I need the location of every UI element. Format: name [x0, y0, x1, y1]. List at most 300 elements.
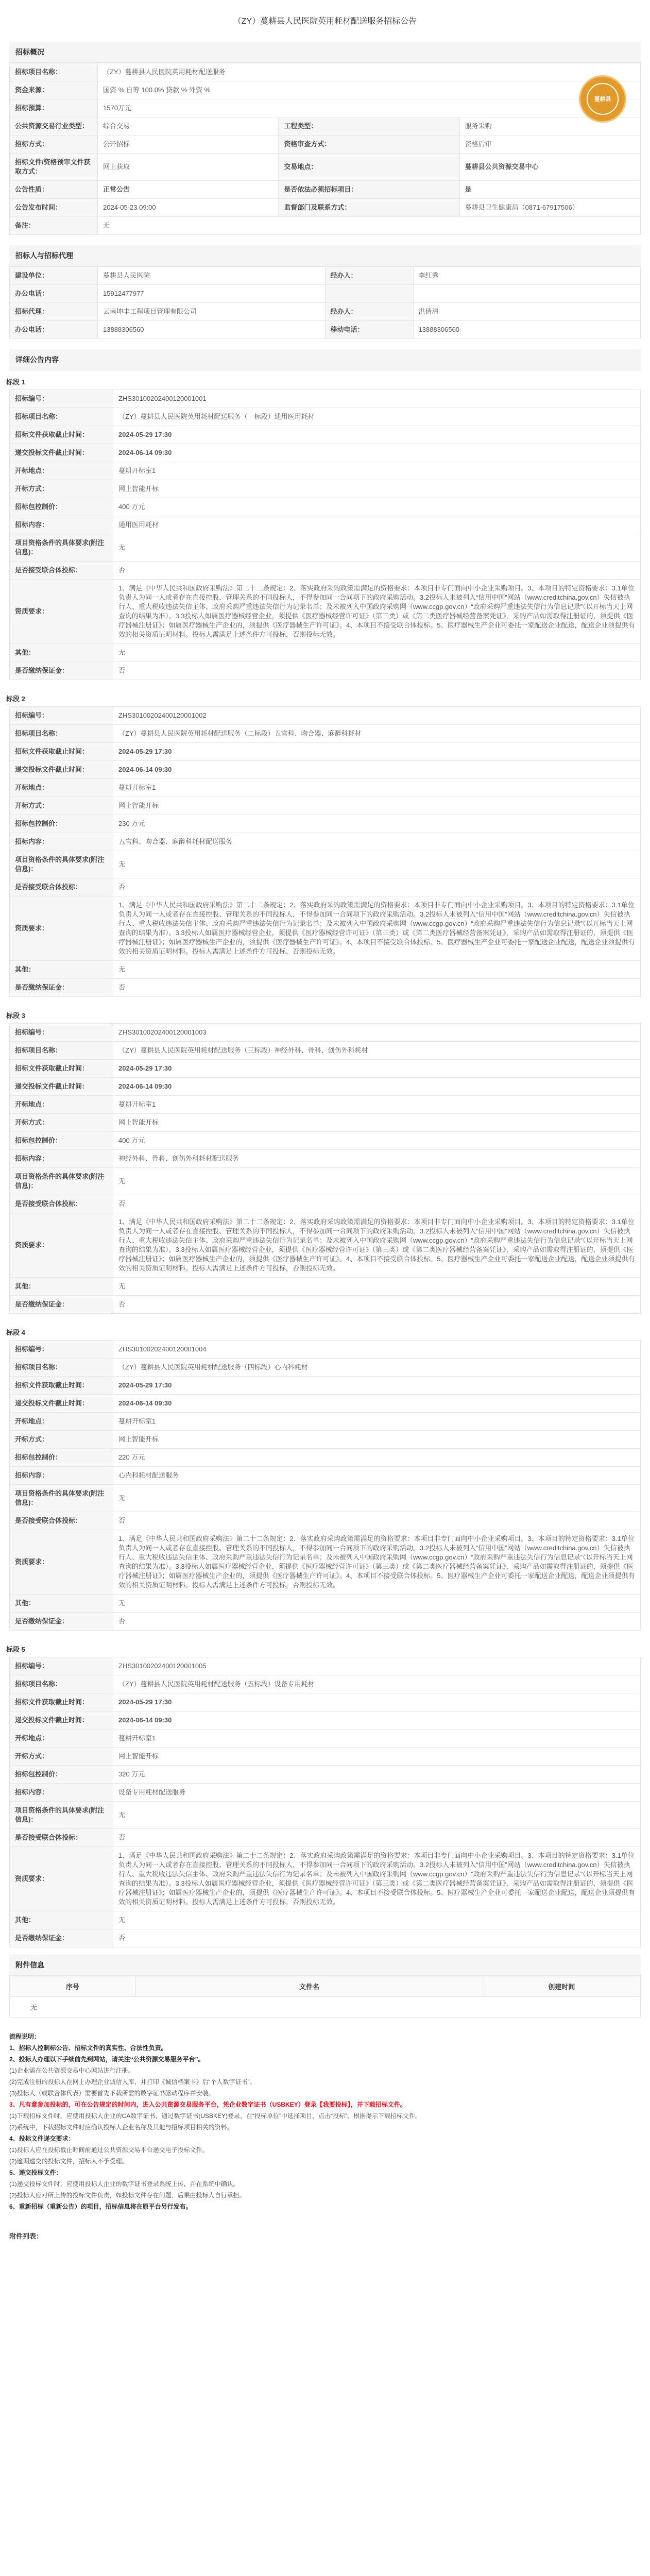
lot-key-name: 招标项目名称：	[10, 725, 113, 743]
lot-value-budget: 400 万元	[113, 498, 641, 516]
lot-key-bond: 是否缴纳保证金：	[10, 1929, 113, 1947]
agent-value: 13888306560	[413, 321, 641, 339]
lots-container	[0, 370, 650, 1947]
agent-section	[0, 245, 650, 339]
note-line: (1)企业需在公共资源交易中心网站进行注册。	[9, 2067, 134, 2074]
overview-table-wrap	[9, 63, 641, 235]
lot-row	[10, 1359, 641, 1377]
overview-key: 交易地点：	[279, 154, 459, 181]
agent-key: 经办人：	[325, 267, 413, 285]
lot-value-name: （ZY）蔓耕县人民医院英用耗材配送服务（四标段）心内科耗材	[113, 1359, 641, 1377]
lot-row	[10, 1168, 641, 1195]
note-line: 2、投标人办理以下手续前先到网站，请关注“公共资源交易服务平台”。	[9, 2056, 204, 2063]
lot-value-deadline: 2024-05-29 17:30	[113, 743, 641, 761]
lot-key-deadline: 招标文件获取截止时间：	[10, 1693, 113, 1711]
lot-row	[10, 644, 641, 662]
attach-files-label: 附件列表：	[9, 2232, 43, 2240]
lot-value-name: （ZY）蔓耕县人民医院英用耗材配送服务（三标段）神经外科、骨科、创伤外科耗材	[113, 1042, 641, 1060]
lot-row	[10, 1060, 641, 1078]
lot-row	[10, 480, 641, 498]
lot-row	[10, 498, 641, 516]
overview-key: 招标文件/资格预审文件获取方式：	[10, 154, 98, 181]
lot-key-qual: 资质要求：	[10, 580, 113, 644]
lot-table	[9, 706, 641, 997]
lot-row	[10, 580, 641, 644]
lot-row	[10, 1278, 641, 1296]
lot-key-name: 招标项目名称：	[10, 1042, 113, 1060]
lot-row	[10, 878, 641, 896]
agent-row	[10, 285, 641, 303]
lot-row	[10, 1748, 641, 1766]
lot-table	[9, 1657, 641, 1947]
lot-value-number: ZHS30100202400120001001	[113, 390, 641, 408]
agent-key: 办公电话：	[10, 285, 98, 303]
lot-value-bond: 否	[113, 979, 641, 997]
lot-value-qual: 1、满足《中华人民共和国政府采购法》第二十二条规定：2、落实政府采购政策需满足的资格要求：本项目非专门面向中小企业采购项目。3、本项目的特定资格要求：3.1单位负责人为同一人或者存在直接控股、管理关系的不同投标人，不得参加同一合同项下的政府采购活动。3.2投标人未被列入“信用中国”网站（www.creditchina.gov.cn）失信被执行人、重大税收违法失信主体、政府采购严重违法失信行为记录名单；及未被列入中国政府采购网（www.ccgp.gov.cn）“政府采购严重违法失信行为信息记录”（以开标当天上网查询的结果为准）。3.3投标人如属医疗器械经营企业，须提供《医疗器械经营许可证》（第三类）或《第二类医疗器械经营备案凭证》，采购产品如需取得注册证的，须提供《医疗器械注册证》；如属医疗器械生产企业的，须提供《医疗器械生产许可证》。4、本项目不接受联合体投标。5、医疗器械生产企业可委托一家配送企业配送，配送企业须提供有效的相关资质证明材料。投标人需满足上述条件方可投标，否则投标无效。	[113, 896, 641, 961]
overview-row	[10, 199, 641, 217]
lot-key-open: 递交投标文件截止时间：	[10, 1078, 113, 1096]
overview-value: 蔓耕县卫生健康局（0871-67917506）	[459, 199, 640, 217]
lot-value-qual_specific: 无	[113, 851, 641, 878]
lot-title: 标段 4	[6, 1329, 25, 1336]
lot-row	[10, 851, 641, 878]
lot-value-number: ZHS30100202400120001002	[113, 707, 641, 725]
overview-value: 蔓耕县公共资源交易中心	[459, 154, 640, 181]
lot-row	[10, 1711, 641, 1730]
lot-value-budget: 220 万元	[113, 1449, 641, 1467]
overview-heading: 招标概况	[9, 42, 641, 63]
detail-heading: 详细公告内容	[9, 349, 641, 370]
lot-value-place: 蔓耕开标室1	[113, 462, 641, 480]
lot-key-consortium: 是否接受联合体投标：	[10, 878, 113, 896]
lot-value-qual_specific: 无	[113, 1485, 641, 1512]
overview-key: 公共资源交易行业类型：	[10, 117, 98, 135]
lot-value-consortium: 否	[113, 1195, 641, 1213]
lot-value-qual_specific: 无	[113, 1168, 641, 1195]
lot-row	[10, 1693, 641, 1711]
note-line: (2)系统中，下载招标文件时应确认投标人企业名称及其他与招标项目相关的资料。	[9, 2124, 233, 2131]
lot-key-bond: 是否缴纳保证金：	[10, 1613, 113, 1631]
lot-key-consortium: 是否接受联合体投标：	[10, 562, 113, 580]
lot-key-deadline: 招标文件获取截止时间：	[10, 1377, 113, 1395]
lot-row	[10, 979, 641, 997]
notes-section	[0, 2028, 650, 2256]
lot-row	[10, 743, 641, 761]
lot-key-content: 招标内容：	[10, 833, 113, 851]
overview-value: 公开招标	[98, 135, 279, 154]
lot-key-budget: 招标包控制价：	[10, 498, 113, 516]
lot-row	[10, 725, 641, 743]
overview-key: 招标方式：	[10, 135, 98, 154]
lot-value-method: 网上智能开标	[113, 1431, 641, 1449]
agent-value: 李红秀	[413, 267, 641, 285]
overview-row	[10, 63, 641, 81]
lot-value-deadline: 2024-05-29 17:30	[113, 1060, 641, 1078]
lot-row	[10, 961, 641, 979]
attachments-col-time: 创建时间	[483, 1976, 640, 1997]
lot-key-deadline: 招标文件获取截止时间：	[10, 426, 113, 444]
lot-value-method: 网上智能开标	[113, 1114, 641, 1132]
lot-table	[9, 1023, 641, 1314]
attachments-table	[9, 1976, 641, 2018]
lot-value-budget: 320 万元	[113, 1766, 641, 1784]
lot-table-wrap	[9, 1657, 641, 1947]
lot-key-content: 招标内容：	[10, 1467, 113, 1485]
agent-key	[325, 285, 413, 303]
lot-key-other: 其他：	[10, 961, 113, 979]
lot-key-open: 递交投标文件截止时间：	[10, 1395, 113, 1413]
lot-key-place: 开标地点：	[10, 1730, 113, 1748]
lot-key-number: 招标编号：	[10, 390, 113, 408]
lot-key-consortium: 是否接受联合体投标：	[10, 1512, 113, 1530]
lot-row	[10, 1296, 641, 1314]
detail-section	[0, 349, 650, 1947]
lot-value-qual: 1、满足《中华人民共和国政府采购法》第二十二条规定：2、落实政府采购政策需满足的资格要求：本项目非专门面向中小企业采购项目。3、本项目的特定资格要求：3.1单位负责人为同一人或者存在直接控股、管理关系的不同投标人，不得参加同一合同项下的政府采购活动。3.2投标人未被列入“信用中国”网站（www.creditchina.gov.cn）失信被执行人、重大税收违法失信主体、政府采购严重违法失信行为记录名单；及未被列入中国政府采购网（www.ccgp.gov.cn）“政府采购严重违法失信行为信息记录”（以开标当天上网查询的结果为准）。3.3投标人如属医疗器械经营企业，须提供《医疗器械经营许可证》（第三类）或《第二类医疗器械经营备案凭证》，采购产品如需取得注册证的，须提供《医疗器械注册证》；如属医疗器械生产企业的，须提供《医疗器械生产许可证》。4、本项目不接受联合体投标。5、医疗器械生产企业可委托一家配送企业配送，配送企业须提供有效的相关资质证明材料。投标人需满足上述条件方可投标，否则投标无效。	[113, 580, 641, 644]
lot-row	[10, 896, 641, 961]
lot-key-qual_specific: 项目资格条件的具体要求(附注信息)：	[10, 1485, 113, 1512]
note-line: (2)完成注册的投标人在网上办理企业诚信入库，并打印《诚信档案卡》后“个人数字证书”。	[9, 2078, 256, 2086]
lot-value-budget: 230 万元	[113, 815, 641, 833]
lot-row	[10, 1377, 641, 1395]
lot-key-other: 其他：	[10, 1278, 113, 1296]
lot-value-content: 五官科、吻合器、麻醉科耗材配送服务	[113, 833, 641, 851]
overview-value: 2024-05-23 09:00	[98, 199, 279, 217]
lot-title: 标段 5	[6, 1646, 25, 1653]
lot-key-open: 递交投标文件截止时间：	[10, 1711, 113, 1730]
lot-row	[10, 1675, 641, 1693]
lot-row	[10, 1395, 641, 1413]
lot-row	[10, 662, 641, 680]
lot-row	[10, 444, 641, 462]
lot-key-method: 开标方式：	[10, 1114, 113, 1132]
note-line: (2)逾期递交的投标文件，招标人不予受理。	[9, 2158, 128, 2165]
lot-row	[10, 1530, 641, 1595]
agent-value: 15912477977	[98, 285, 326, 303]
agent-key: 办公电话：	[10, 321, 98, 339]
lot-row	[10, 1802, 641, 1829]
agent-value: 洪倩清	[413, 303, 641, 321]
agent-key: 建设单位：	[10, 267, 98, 285]
overview-row	[10, 217, 641, 235]
overview-row	[10, 117, 641, 135]
lot-value-deadline: 2024-05-29 17:30	[113, 1377, 641, 1395]
lot-value-method: 网上智能开标	[113, 797, 641, 815]
lot-value-qual: 1、满足《中华人民共和国政府采购法》第二十二条规定：2、落实政府采购政策需满足的资格要求：本项目非专门面向中小企业采购项目。3、本项目的特定资格要求：3.1单位负责人为同一人或者存在直接控股、管理关系的不同投标人，不得参加同一合同项下的政府采购活动。3.2投标人未被列入“信用中国”网站（www.creditchina.gov.cn）失信被执行人、重大税收违法失信主体、政府采购严重违法失信行为记录名单；及未被列入中国政府采购网（www.ccgp.gov.cn）“政府采购严重违法失信行为信息记录”（以开标当天上网查询的结果为准）。3.3投标人如属医疗器械经营企业，须提供《医疗器械经营许可证》（第三类）或《第二类医疗器械经营备案凭证》，采购产品如需取得注册证的，须提供《医疗器械注册证》；如属医疗器械生产企业的，须提供《医疗器械生产许可证》。4、本项目不接受联合体投标。5、医疗器械生产企业可委托一家配送企业配送，配送企业须提供有效的相关资质证明材料。投标人需满足上述条件方可投标，否则投标无效。	[113, 1213, 641, 1278]
lot-key-budget: 招标包控制价：	[10, 815, 113, 833]
attachments-section	[0, 1955, 650, 2018]
lot-value-other: 无	[113, 644, 641, 662]
lot-key-budget: 招标包控制价：	[10, 1132, 113, 1150]
lot-title: 标段 1	[6, 378, 25, 386]
lot-title: 标段 3	[6, 1012, 25, 1020]
lot-row	[10, 1766, 641, 1784]
lot-key-number: 招标编号：	[10, 1657, 113, 1675]
overview-section	[0, 42, 650, 235]
overview-value: 1570万元	[98, 99, 641, 117]
lot-key-content: 招标内容：	[10, 1784, 113, 1802]
agent-table	[9, 266, 641, 339]
lot-row	[10, 1096, 641, 1114]
lot-key-method: 开标方式：	[10, 480, 113, 498]
lot-key-open: 递交投标文件截止时间：	[10, 761, 113, 779]
seal-stamp: 蔓耕县	[579, 75, 626, 123]
agent-key: 经办人：	[325, 303, 413, 321]
lot-key-consortium: 是否接受联合体投标：	[10, 1195, 113, 1213]
lot-row	[10, 815, 641, 833]
lot-key-qual_specific: 项目资格条件的具体要求(附注信息)：	[10, 1802, 113, 1829]
lot-row	[10, 1847, 641, 1911]
lot-value-qual_specific: 无	[113, 1802, 641, 1829]
notes-heading: 流程说明：	[9, 2033, 41, 2040]
lot-table-wrap	[9, 1023, 641, 1314]
lot-value-name: （ZY）蔓耕县人民医院英用耗材配送服务（五标段）设备专用耗材	[113, 1675, 641, 1693]
lot-key-open: 递交投标文件截止时间：	[10, 444, 113, 462]
lot-key-place: 开标地点：	[10, 1096, 113, 1114]
notes-list	[9, 2042, 641, 2212]
lot-row	[10, 797, 641, 815]
attachments-col-index: 序号	[10, 1976, 136, 1997]
lot-value-open: 2024-06-14 09:30	[113, 1711, 641, 1730]
lot-value-other: 无	[113, 1595, 641, 1613]
lot-value-place: 蔓耕开标室1	[113, 1413, 641, 1431]
overview-row	[10, 81, 641, 99]
lot-value-place: 蔓耕开标室1	[113, 779, 641, 797]
lot-key-method: 开标方式：	[10, 797, 113, 815]
overview-row	[10, 181, 641, 199]
lot-value-bond: 否	[113, 1613, 641, 1631]
lot-row	[10, 1485, 641, 1512]
attachments-col-filename: 文件名	[136, 1976, 483, 1997]
note-line: 6、重新招标（重新公告）的项目，招标信息将在原平台另行发布。	[9, 2203, 192, 2210]
agent-heading: 招标人与招标代理	[9, 245, 641, 266]
lot-value-open: 2024-06-14 09:30	[113, 1395, 641, 1413]
lot-row	[10, 1114, 641, 1132]
lot-value-content: 心内科耗材配送服务	[113, 1467, 641, 1485]
lot-value-consortium: 否	[113, 1829, 641, 1847]
lot-value-place: 蔓耕开标室1	[113, 1096, 641, 1114]
lot-row	[10, 1150, 641, 1168]
overview-key: 资金来源：	[10, 81, 98, 99]
note-line: (1)投标人应在投标截止时间前通过公共资源交易平台递交电子投标文件。	[9, 2146, 209, 2154]
lot-row	[10, 1784, 641, 1802]
lot-row	[10, 462, 641, 480]
lot-row	[10, 426, 641, 444]
lot-value-method: 网上智能开标	[113, 480, 641, 498]
lot-row	[10, 1512, 641, 1530]
overview-key: 招标项目名称：	[10, 63, 98, 81]
lot-key-budget: 招标包控制价：	[10, 1449, 113, 1467]
lot-row	[10, 1341, 641, 1359]
lot-row	[10, 1929, 641, 1947]
lot-value-method: 网上智能开标	[113, 1748, 641, 1766]
lot-key-other: 其他：	[10, 644, 113, 662]
notes-block	[9, 2028, 641, 2223]
note-line: (1)下载招标文件时，应使用投标人企业的CA数字证书，通过数字证书(USBKEY)登录，在“投标单位”中选择项目，点击“投标”，根据提示下载招标文件。	[9, 2112, 422, 2120]
lot-row	[10, 516, 641, 534]
overview-value: 国资 % 自筹 100.0% 贷款 % 外资 %	[98, 81, 641, 99]
lot-row	[10, 1042, 641, 1060]
lot-key-bond: 是否缴纳保证金：	[10, 979, 113, 997]
lot-table-wrap	[9, 389, 641, 680]
lot-row	[10, 1132, 641, 1150]
note-line: (1)递交投标文件时，应使用投标人企业的数字证书登录系统上传，并在系统中确认。	[9, 2180, 240, 2188]
lot-value-consortium: 否	[113, 878, 641, 896]
lot-row	[10, 534, 641, 562]
lot-row	[10, 1449, 641, 1467]
lot-value-consortium: 否	[113, 562, 641, 580]
agent-row	[10, 321, 641, 339]
overview-value: 网上获取	[98, 154, 279, 181]
lot-value-budget: 400 万元	[113, 1132, 641, 1150]
lot-row	[10, 1730, 641, 1748]
agent-value	[413, 285, 641, 303]
overview-value: （ZY）蔓耕县人民医院英用耗材配送服务	[98, 63, 641, 81]
lot-row	[10, 1213, 641, 1278]
lot-value-open: 2024-06-14 09:30	[113, 761, 641, 779]
lot-key-consortium: 是否接受联合体投标：	[10, 1829, 113, 1847]
agent-table-wrap	[9, 266, 641, 339]
attachments-heading: 附件信息	[9, 1955, 641, 1976]
lot-key-name: 招标项目名称：	[10, 1675, 113, 1693]
note-line: (3)投标人（或联合体代表）需要首先下载所需的数字证书驱动程序并安装。	[9, 2090, 215, 2097]
lot-key-content: 招标内容：	[10, 516, 113, 534]
lot-key-name: 招标项目名称：	[10, 1359, 113, 1377]
lot-key-qual: 资质要求：	[10, 1847, 113, 1911]
note-line: 1、招标人控制标公告、招标文件的真实性、合法性负责。	[9, 2044, 167, 2052]
overview-value: 无	[98, 217, 641, 235]
lot-value-consortium: 否	[113, 1512, 641, 1530]
lot-value-qual: 1、满足《中华人民共和国政府采购法》第二十二条规定：2、落实政府采购政策需满足的资格要求：本项目非专门面向中小企业采购项目。3、本项目的特定资格要求：3.1单位负责人为同一人或者存在直接控股、管理关系的不同投标人，不得参加同一合同项下的政府采购活动。3.2投标人未被列入“信用中国”网站（www.creditchina.gov.cn）失信被执行人、重大税收违法失信主体、政府采购严重违法失信行为记录名单；及未被列入中国政府采购网（www.ccgp.gov.cn）“政府采购严重违法失信行为信息记录”（以开标当天上网查询的结果为准）。3.3投标人如属医疗器械经营企业，须提供《医疗器械经营许可证》（第三类）或《第二类医疗器械经营备案凭证》，采购产品如需取得注册证的，须提供《医疗器械注册证》；如属医疗器械生产企业的，须提供《医疗器械生产许可证》。4、本项目不接受联合体投标。5、医疗器械生产企业可委托一家配送企业配送，配送企业须提供有效的相关资质证明材料。投标人需满足上述条件方可投标，否则投标无效。	[113, 1847, 641, 1911]
lot-value-number: ZHS30100202400120001003	[113, 1024, 641, 1042]
lot-key-number: 招标编号：	[10, 707, 113, 725]
lot-key-deadline: 招标文件获取截止时间：	[10, 1060, 113, 1078]
note-line: (2)投标人应对所上传的投标文件负责，如投标文件存在问题，后果由投标人自行承担。	[9, 2192, 246, 2199]
lot-key-other: 其他：	[10, 1595, 113, 1613]
lot-value-name: （ZY）蔓耕县人民医院英用耗材配送服务（一标段）通用医用耗材	[113, 408, 641, 426]
lot-key-place: 开标地点：	[10, 462, 113, 480]
lot-table-wrap	[9, 706, 641, 997]
agent-value: 蔓耕县人民医院	[98, 267, 326, 285]
overview-key: 资格审查方式：	[279, 135, 459, 154]
overview-value: 资格后审	[459, 135, 640, 154]
lot-value-place: 蔓耕开标室1	[113, 1730, 641, 1748]
overview-row	[10, 135, 641, 154]
overview-row	[10, 99, 641, 117]
lot-key-qual: 资质要求：	[10, 896, 113, 961]
lot-value-other: 无	[113, 961, 641, 979]
note-line: 3、凡有意参加投标的，可在公告规定的时间内，进入公共资源交易服务平台，凭企业数字证书（USBKEY）登录【我要投标】，并下载招标文件。	[9, 2101, 406, 2108]
lot-row	[10, 1657, 641, 1675]
note-line: 5、递交投标文件：	[9, 2169, 62, 2176]
overview-value: 是	[459, 181, 640, 199]
overview-key: 公告性质：	[10, 181, 98, 199]
overview-value: 正常公告	[98, 181, 279, 199]
page-title: （ZY）蔓耕县人民医院英用耗材配送服务招标公告	[233, 17, 417, 26]
lot-value-deadline: 2024-05-29 17:30	[113, 426, 641, 444]
agent-row	[10, 303, 641, 321]
lot-key-qual: 资质要求：	[10, 1530, 113, 1595]
lot-value-other: 无	[113, 1278, 641, 1296]
lot-value-number: ZHS30100202400120001004	[113, 1341, 641, 1359]
lot-key-qual: 资质要求：	[10, 1213, 113, 1278]
lot-key-place: 开标地点：	[10, 779, 113, 797]
lot-key-number: 招标编号：	[10, 1024, 113, 1042]
overview-row	[10, 154, 641, 181]
lot-value-open: 2024-06-14 09:30	[113, 444, 641, 462]
lot-row	[10, 779, 641, 797]
attachments-empty: 无	[10, 1997, 641, 2018]
lot-row	[10, 390, 641, 408]
lot-value-deadline: 2024-05-29 17:30	[113, 1693, 641, 1711]
lot-value-name: （ZY）蔓耕县人民医院英用耗材配送服务（二标段）五官科、吻合器、麻醉科耗材	[113, 725, 641, 743]
overview-table	[9, 63, 641, 235]
lot-key-budget: 招标包控制价：	[10, 1766, 113, 1784]
lot-key-number: 招标编号：	[10, 1341, 113, 1359]
lot-key-deadline: 招标文件获取截止时间：	[10, 743, 113, 761]
lot-row	[10, 1078, 641, 1096]
overview-value: 服务采购	[459, 117, 640, 135]
lot-row	[10, 1195, 641, 1213]
lot-row	[10, 1024, 641, 1042]
agent-value: 云南坤丰工程项目管理有限公司	[98, 303, 326, 321]
overview-key: 工程类型：	[279, 117, 459, 135]
lot-row	[10, 1595, 641, 1613]
overview-key: 招标预算：	[10, 99, 98, 117]
agent-value: 13888306560	[98, 321, 326, 339]
agent-key: 招标代理：	[10, 303, 98, 321]
overview-key: 监督部门及联系方式：	[279, 199, 459, 217]
lot-row	[10, 761, 641, 779]
lot-value-number: ZHS30100202400120001005	[113, 1657, 641, 1675]
lot-value-content: 神经外科、骨科、创伤外科耗材配送服务	[113, 1150, 641, 1168]
lot-row	[10, 1413, 641, 1431]
lot-key-name: 招标项目名称：	[10, 408, 113, 426]
lot-row	[10, 562, 641, 580]
lot-key-other: 其他：	[10, 1911, 113, 1929]
agent-key: 移动电话：	[325, 321, 413, 339]
lot-value-open: 2024-06-14 09:30	[113, 1078, 641, 1096]
overview-value: 综合交易	[98, 117, 279, 135]
lot-value-other: 无	[113, 1911, 641, 1929]
lot-key-qual_specific: 项目资格条件的具体要求(附注信息)：	[10, 534, 113, 562]
lot-row	[10, 408, 641, 426]
lot-table	[9, 1340, 641, 1631]
lot-row	[10, 1467, 641, 1485]
lot-key-bond: 是否缴纳保证金：	[10, 1296, 113, 1314]
lot-key-qual_specific: 项目资格条件的具体要求(附注信息)：	[10, 851, 113, 878]
lot-value-content: 通用医用耗材	[113, 516, 641, 534]
lot-value-bond: 否	[113, 1296, 641, 1314]
lot-value-bond: 否	[113, 1929, 641, 1947]
lot-row	[10, 1829, 641, 1847]
lot-title: 标段 2	[6, 695, 25, 703]
lot-key-qual_specific: 项目资格条件的具体要求(附注信息)：	[10, 1168, 113, 1195]
lot-table	[9, 389, 641, 680]
lot-row	[10, 1911, 641, 1929]
agent-row	[10, 267, 641, 285]
overview-key: 备注：	[10, 217, 98, 235]
lot-value-bond: 否	[113, 662, 641, 680]
lot-row	[10, 1431, 641, 1449]
note-line: 4、投标文件递交要求：	[9, 2135, 75, 2142]
lot-row	[10, 1613, 641, 1631]
lot-key-content: 招标内容：	[10, 1150, 113, 1168]
lot-value-content: 设备专用耗材配送服务	[113, 1784, 641, 1802]
lot-value-qual: 1、满足《中华人民共和国政府采购法》第二十二条规定：2、落实政府采购政策需满足的资格要求：本项目非专门面向中小企业采购项目。3、本项目的特定资格要求：3.1单位负责人为同一人或者存在直接控股、管理关系的不同投标人，不得参加同一合同项下的政府采购活动。3.2投标人未被列入“信用中国”网站（www.creditchina.gov.cn）失信被执行人、重大税收违法失信主体、政府采购严重违法失信行为记录名单；及未被列入中国政府采购网（www.ccgp.gov.cn）“政府采购严重违法失信行为信息记录”（以开标当天上网查询的结果为准）。3.3投标人如属医疗器械经营企业，须提供《医疗器械经营许可证》（第三类）或《第二类医疗器械经营备案凭证》，采购产品如需取得注册证的，须提供《医疗器械注册证》；如属医疗器械生产企业的，须提供《医疗器械生产许可证》。4、本项目不接受联合体投标。5、医疗器械生产企业可委托一家配送企业配送，配送企业须提供有效的相关资质证明材料。投标人需满足上述条件方可投标，否则投标无效。	[113, 1530, 641, 1595]
lot-key-place: 开标地点：	[10, 1413, 113, 1431]
lot-key-method: 开标方式：	[10, 1748, 113, 1766]
lot-key-bond: 是否缴纳保证金：	[10, 662, 113, 680]
